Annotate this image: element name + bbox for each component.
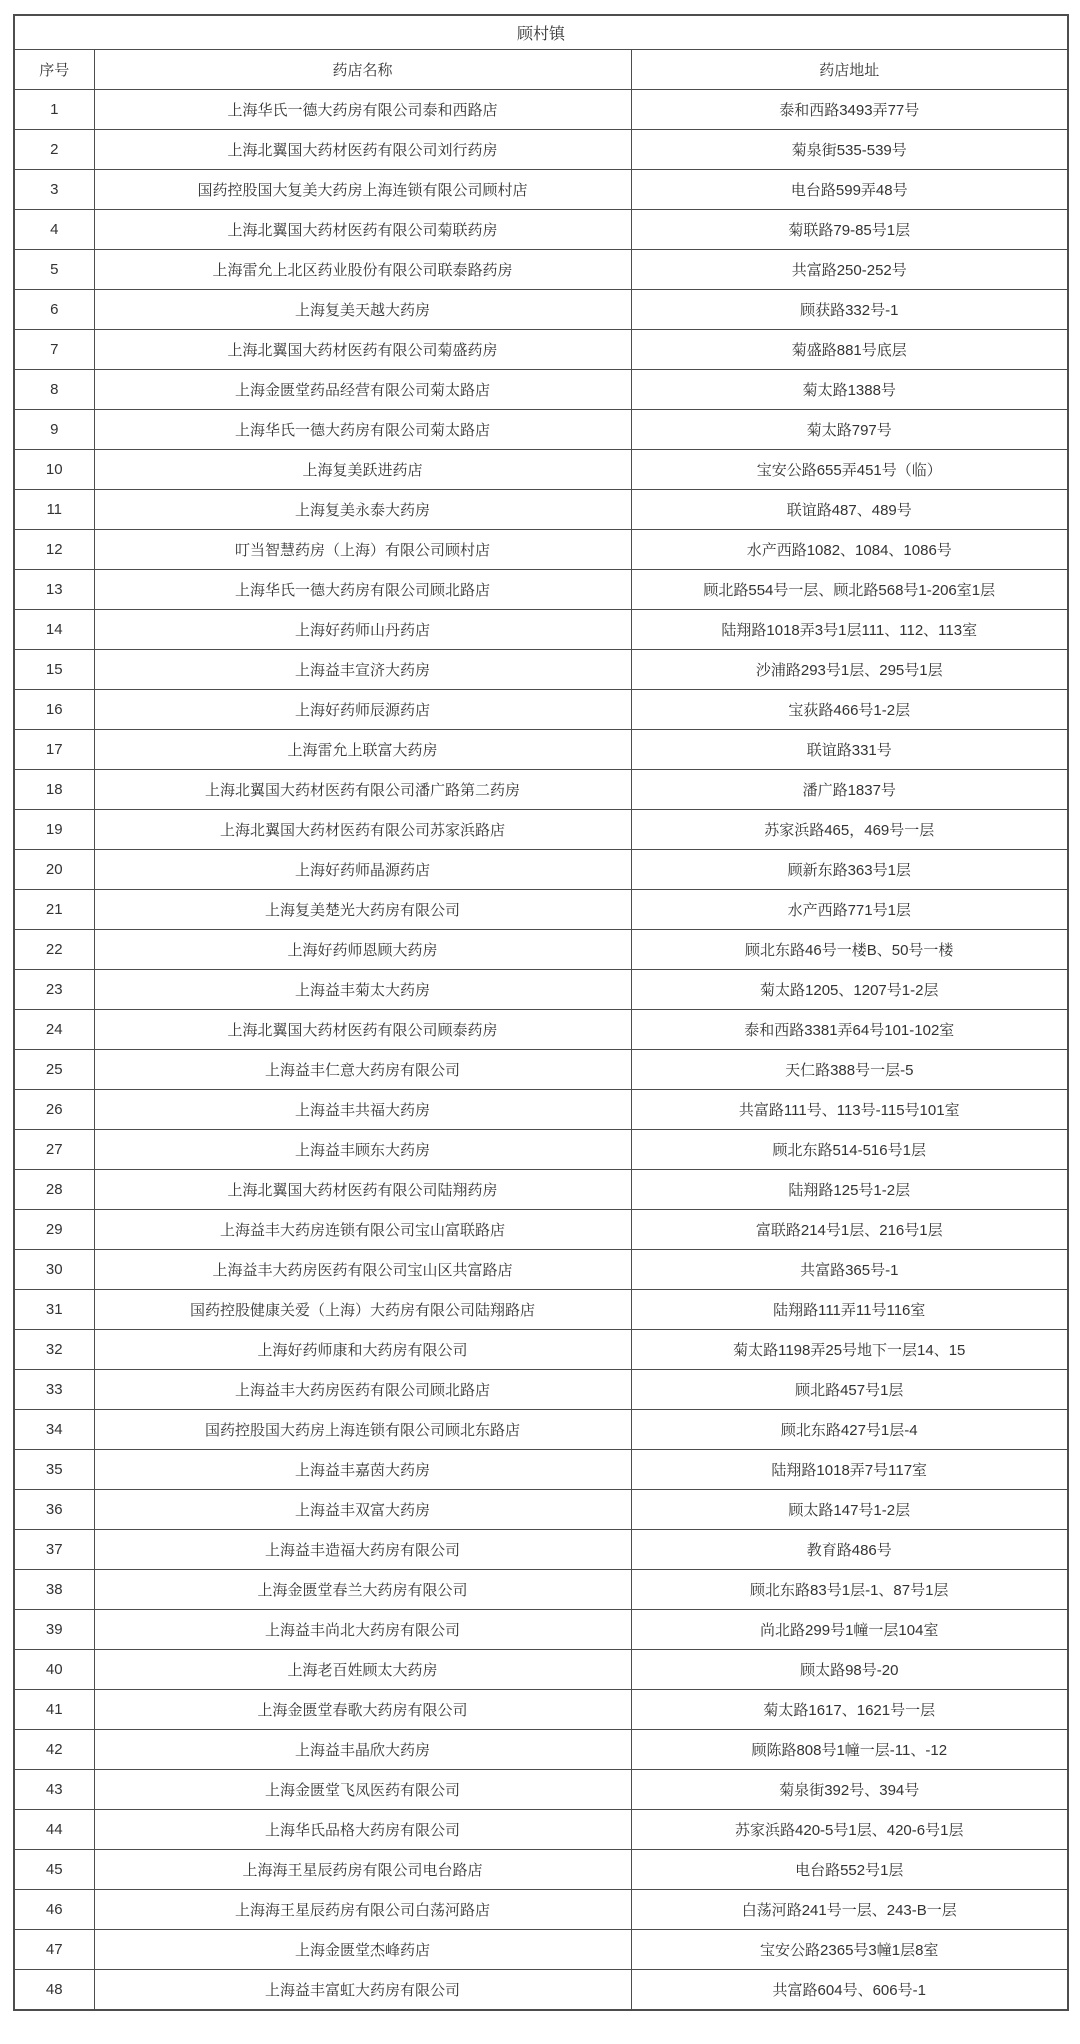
pharmacy-address-cell: 宝安公路2365号3幢1层8室 <box>631 1930 1068 1970</box>
row-index-cell: 8 <box>14 370 94 410</box>
table-row <box>14 1330 1068 1370</box>
pharmacy-address-cell: 顾北东路83号1层-1、87号1层 <box>631 1570 1068 1610</box>
table-row <box>14 1890 1068 1930</box>
pharmacy-name-cell: 上海雷允上北区药业股份有限公司联泰路药房 <box>94 250 631 290</box>
table-body <box>14 90 1068 2011</box>
table-row <box>14 1570 1068 1610</box>
pharmacy-name-cell: 上海益丰造福大药房有限公司 <box>94 1530 631 1570</box>
pharmacy-address-cell: 顾太路147号1-2层 <box>631 1490 1068 1530</box>
table-row <box>14 130 1068 170</box>
pharmacy-address-cell: 陆翔路1018弄3号1层111、112、113室 <box>631 610 1068 650</box>
row-index-cell: 22 <box>14 930 94 970</box>
pharmacy-address-cell: 苏家浜路465，469号一层 <box>631 810 1068 850</box>
pharmacy-name-cell: 上海海王星辰药房有限公司白荡河路店 <box>94 1890 631 1930</box>
pharmacy-name-cell: 上海北翼国大药材医药有限公司陆翔药房 <box>94 1170 631 1210</box>
pharmacy-address-cell: 菊太路797号 <box>631 410 1068 450</box>
pharmacy-address-cell: 陆翔路1018弄7号117室 <box>631 1450 1068 1490</box>
pharmacy-address-cell: 宝荻路466号1-2层 <box>631 690 1068 730</box>
row-index-cell: 21 <box>14 890 94 930</box>
table-row <box>14 1650 1068 1690</box>
table-title-row <box>14 15 1068 50</box>
table-row <box>14 90 1068 130</box>
pharmacy-address-cell: 顾陈路808号1幢一层-11、-12 <box>631 1730 1068 1770</box>
pharmacy-name-cell: 上海北翼国大药材医药有限公司顾泰药房 <box>94 1010 631 1050</box>
pharmacy-name-cell: 上海北翼国大药材医药有限公司潘广路第二药房 <box>94 770 631 810</box>
table-row <box>14 1090 1068 1130</box>
pharmacy-address-cell: 菊泉街535-539号 <box>631 130 1068 170</box>
pharmacy-address-cell: 顾北路457号1层 <box>631 1370 1068 1410</box>
pharmacy-address-cell: 水产西路1082、1084、1086号 <box>631 530 1068 570</box>
pharmacy-address-cell: 菊太路1205、1207号1-2层 <box>631 970 1068 1010</box>
row-index-cell: 14 <box>14 610 94 650</box>
table-row <box>14 930 1068 970</box>
pharmacy-address-cell: 共富路365号-1 <box>631 1250 1068 1290</box>
table-row <box>14 1690 1068 1730</box>
table-row <box>14 330 1068 370</box>
row-index-cell: 7 <box>14 330 94 370</box>
pharmacy-name-cell: 上海金匮堂春歌大药房有限公司 <box>94 1690 631 1730</box>
table-row <box>14 210 1068 250</box>
pharmacy-name-cell: 上海好药师辰源药店 <box>94 690 631 730</box>
pharmacy-address-cell: 菊联路79-85号1层 <box>631 210 1068 250</box>
row-index-cell: 44 <box>14 1810 94 1850</box>
table-row <box>14 410 1068 450</box>
pharmacy-address-cell: 尚北路299号1幢一层104室 <box>631 1610 1068 1650</box>
table-row <box>14 1210 1068 1250</box>
row-index-cell: 29 <box>14 1210 94 1250</box>
table-row <box>14 1490 1068 1530</box>
row-index-cell: 1 <box>14 90 94 130</box>
pharmacy-name-cell: 上海金匮堂飞凤医药有限公司 <box>94 1770 631 1810</box>
pharmacy-address-cell: 顾获路332号-1 <box>631 290 1068 330</box>
pharmacy-address-cell: 菊太路1388号 <box>631 370 1068 410</box>
pharmacy-address-cell: 顾太路98号-20 <box>631 1650 1068 1690</box>
row-index-cell: 37 <box>14 1530 94 1570</box>
pharmacy-name-cell: 上海益丰双富大药房 <box>94 1490 631 1530</box>
pharmacy-address-cell: 共富路111号、113号-115号101室 <box>631 1090 1068 1130</box>
pharmacy-address-cell: 联谊路331号 <box>631 730 1068 770</box>
row-index-cell: 15 <box>14 650 94 690</box>
row-index-cell: 35 <box>14 1450 94 1490</box>
table-row <box>14 170 1068 210</box>
table-row <box>14 1850 1068 1890</box>
pharmacy-name-cell: 上海好药师康和大药房有限公司 <box>94 1330 631 1370</box>
table-row <box>14 970 1068 1010</box>
pharmacy-address-cell: 菊太路1198弄25号地下一层14、15 <box>631 1330 1068 1370</box>
row-index-cell: 17 <box>14 730 94 770</box>
row-index-cell: 26 <box>14 1090 94 1130</box>
pharmacy-name-cell: 上海益丰富虹大药房有限公司 <box>94 1970 631 2011</box>
pharmacy-address-cell: 顾北东路514-516号1层 <box>631 1130 1068 1170</box>
pharmacy-name-cell: 上海金匮堂杰峰药店 <box>94 1930 631 1970</box>
column-header-index: 序号 <box>14 50 94 90</box>
row-index-cell: 5 <box>14 250 94 290</box>
row-index-cell: 18 <box>14 770 94 810</box>
row-index-cell: 19 <box>14 810 94 850</box>
pharmacy-name-cell: 上海好药师恩顾大药房 <box>94 930 631 970</box>
pharmacy-name-cell: 国药控股国大复美大药房上海连锁有限公司顾村店 <box>94 170 631 210</box>
pharmacy-name-cell: 上海复美天越大药房 <box>94 290 631 330</box>
table-row <box>14 1730 1068 1770</box>
pharmacy-name-cell: 上海益丰大药房医药有限公司顾北路店 <box>94 1370 631 1410</box>
row-index-cell: 27 <box>14 1130 94 1170</box>
row-index-cell: 10 <box>14 450 94 490</box>
row-index-cell: 16 <box>14 690 94 730</box>
pharmacy-address-cell: 菊盛路881号底层 <box>631 330 1068 370</box>
table-row <box>14 1610 1068 1650</box>
pharmacy-name-cell: 上海海王星辰药房有限公司电台路店 <box>94 1850 631 1890</box>
row-index-cell: 31 <box>14 1290 94 1330</box>
table-row <box>14 1050 1068 1090</box>
table-row <box>14 370 1068 410</box>
row-index-cell: 3 <box>14 170 94 210</box>
pharmacy-name-cell: 上海益丰顾东大药房 <box>94 1130 631 1170</box>
pharmacy-address-cell: 顾北路554号一层、顾北路568号1-206室1层 <box>631 570 1068 610</box>
table-row <box>14 490 1068 530</box>
table-row <box>14 1450 1068 1490</box>
table-row <box>14 290 1068 330</box>
table-row <box>14 1770 1068 1810</box>
row-index-cell: 6 <box>14 290 94 330</box>
row-index-cell: 24 <box>14 1010 94 1050</box>
pharmacy-address-cell: 电台路552号1层 <box>631 1850 1068 1890</box>
pharmacy-address-cell: 富联路214号1层、216号1层 <box>631 1210 1068 1250</box>
row-index-cell: 28 <box>14 1170 94 1210</box>
pharmacy-address-cell: 水产西路771号1层 <box>631 890 1068 930</box>
row-index-cell: 20 <box>14 850 94 890</box>
pharmacy-address-cell: 联谊路487、489号 <box>631 490 1068 530</box>
pharmacy-address-cell: 陆翔路111弄11号116室 <box>631 1290 1068 1330</box>
table-row <box>14 810 1068 850</box>
pharmacy-address-cell: 天仁路388号一层-5 <box>631 1050 1068 1090</box>
table-title: 顾村镇 <box>14 15 1068 50</box>
table-row <box>14 1530 1068 1570</box>
row-index-cell: 48 <box>14 1970 94 2011</box>
table-row <box>14 1370 1068 1410</box>
pharmacy-name-cell: 上海老百姓顾太大药房 <box>94 1650 631 1690</box>
pharmacy-name-cell: 上海复美永泰大药房 <box>94 490 631 530</box>
table-row <box>14 450 1068 490</box>
table-row <box>14 850 1068 890</box>
table-row <box>14 570 1068 610</box>
pharmacy-table <box>13 14 1069 2011</box>
pharmacy-name-cell: 上海益丰大药房连锁有限公司宝山富联路店 <box>94 1210 631 1250</box>
pharmacy-address-cell: 教育路486号 <box>631 1530 1068 1570</box>
pharmacy-name-cell: 上海益丰宣济大药房 <box>94 650 631 690</box>
row-index-cell: 11 <box>14 490 94 530</box>
pharmacy-address-cell: 沙浦路293号1层、295号1层 <box>631 650 1068 690</box>
pharmacy-address-cell: 共富路250-252号 <box>631 250 1068 290</box>
pharmacy-name-cell: 上海北翼国大药材医药有限公司刘行药房 <box>94 130 631 170</box>
pharmacy-address-cell: 泰和西路3493弄77号 <box>631 90 1068 130</box>
pharmacy-name-cell: 上海益丰共福大药房 <box>94 1090 631 1130</box>
row-index-cell: 36 <box>14 1490 94 1530</box>
row-index-cell: 42 <box>14 1730 94 1770</box>
table-row <box>14 1170 1068 1210</box>
table-header-row <box>14 50 1068 90</box>
pharmacy-name-cell: 上海华氏品格大药房有限公司 <box>94 1810 631 1850</box>
pharmacy-name-cell: 上海益丰大药房医药有限公司宝山区共富路店 <box>94 1250 631 1290</box>
pharmacy-name-cell: 上海金匮堂春兰大药房有限公司 <box>94 1570 631 1610</box>
pharmacy-address-cell: 电台路599弄48号 <box>631 170 1068 210</box>
pharmacy-name-cell: 国药控股健康关爱（上海）大药房有限公司陆翔路店 <box>94 1290 631 1330</box>
pharmacy-address-cell: 陆翔路125号1-2层 <box>631 1170 1068 1210</box>
pharmacy-address-cell: 顾新东路363号1层 <box>631 850 1068 890</box>
row-index-cell: 39 <box>14 1610 94 1650</box>
table-row <box>14 1410 1068 1450</box>
table-row <box>14 1010 1068 1050</box>
table-row <box>14 1250 1068 1290</box>
pharmacy-address-cell: 菊太路1617、1621号一层 <box>631 1690 1068 1730</box>
row-index-cell: 38 <box>14 1570 94 1610</box>
row-index-cell: 12 <box>14 530 94 570</box>
column-header-pharmacy-name: 药店名称 <box>94 50 631 90</box>
pharmacy-name-cell: 上海华氏一德大药房有限公司泰和西路店 <box>94 90 631 130</box>
row-index-cell: 4 <box>14 210 94 250</box>
table-row <box>14 1930 1068 1970</box>
table-row <box>14 650 1068 690</box>
table-row <box>14 1970 1068 2011</box>
pharmacy-name-cell: 上海益丰晶欣大药房 <box>94 1730 631 1770</box>
pharmacy-name-cell: 上海复美楚光大药房有限公司 <box>94 890 631 930</box>
pharmacy-address-cell: 顾北东路427号1层-4 <box>631 1410 1068 1450</box>
row-index-cell: 46 <box>14 1890 94 1930</box>
table-row <box>14 1810 1068 1850</box>
pharmacy-name-cell: 国药控股国大药房上海连锁有限公司顾北东路店 <box>94 1410 631 1450</box>
pharmacy-name-cell: 上海华氏一德大药房有限公司顾北路店 <box>94 570 631 610</box>
pharmacy-name-cell: 上海金匮堂药品经营有限公司菊太路店 <box>94 370 631 410</box>
pharmacy-address-cell: 泰和西路3381弄64号101-102室 <box>631 1010 1068 1050</box>
pharmacy-name-cell: 上海好药师晶源药店 <box>94 850 631 890</box>
table-row <box>14 890 1068 930</box>
row-index-cell: 9 <box>14 410 94 450</box>
pharmacy-address-cell: 潘广路1837号 <box>631 770 1068 810</box>
pharmacy-name-cell: 上海华氏一德大药房有限公司菊太路店 <box>94 410 631 450</box>
row-index-cell: 47 <box>14 1930 94 1970</box>
pharmacy-name-cell: 上海北翼国大药材医药有限公司菊盛药房 <box>94 330 631 370</box>
pharmacy-name-cell: 上海北翼国大药材医药有限公司苏家浜路店 <box>94 810 631 850</box>
row-index-cell: 2 <box>14 130 94 170</box>
table-row <box>14 610 1068 650</box>
pharmacy-name-cell: 上海好药师山丹药店 <box>94 610 631 650</box>
pharmacy-address-cell: 顾北东路46号一楼B、50号一楼 <box>631 930 1068 970</box>
row-index-cell: 32 <box>14 1330 94 1370</box>
pharmacy-name-cell: 上海益丰仁意大药房有限公司 <box>94 1050 631 1090</box>
row-index-cell: 45 <box>14 1850 94 1890</box>
pharmacy-address-cell: 白荡河路241号一层、243-B一层 <box>631 1890 1068 1930</box>
pharmacy-name-cell: 上海复美跃进药店 <box>94 450 631 490</box>
pharmacy-name-cell: 上海雷允上联富大药房 <box>94 730 631 770</box>
table-row <box>14 1130 1068 1170</box>
row-index-cell: 30 <box>14 1250 94 1290</box>
row-index-cell: 25 <box>14 1050 94 1090</box>
pharmacy-name-cell: 上海北翼国大药材医药有限公司菊联药房 <box>94 210 631 250</box>
column-header-pharmacy-address: 药店地址 <box>631 50 1068 90</box>
row-index-cell: 43 <box>14 1770 94 1810</box>
pharmacy-name-cell: 叮当智慧药房（上海）有限公司顾村店 <box>94 530 631 570</box>
pharmacy-address-cell: 苏家浜路420-5号1层、420-6号1层 <box>631 1810 1068 1850</box>
pharmacy-name-cell: 上海益丰嘉茵大药房 <box>94 1450 631 1490</box>
table-row <box>14 250 1068 290</box>
row-index-cell: 34 <box>14 1410 94 1450</box>
pharmacy-address-cell: 菊泉街392号、394号 <box>631 1770 1068 1810</box>
row-index-cell: 13 <box>14 570 94 610</box>
row-index-cell: 41 <box>14 1690 94 1730</box>
table-row <box>14 530 1068 570</box>
table-row <box>14 1290 1068 1330</box>
table-row <box>14 770 1068 810</box>
row-index-cell: 23 <box>14 970 94 1010</box>
pharmacy-address-cell: 共富路604号、606号-1 <box>631 1970 1068 2011</box>
row-index-cell: 33 <box>14 1370 94 1410</box>
table-row <box>14 730 1068 770</box>
pharmacy-address-cell: 宝安公路655弄451号（临） <box>631 450 1068 490</box>
pharmacy-name-cell: 上海益丰菊太大药房 <box>94 970 631 1010</box>
table-row <box>14 690 1068 730</box>
pharmacy-name-cell: 上海益丰尚北大药房有限公司 <box>94 1610 631 1650</box>
row-index-cell: 40 <box>14 1650 94 1690</box>
